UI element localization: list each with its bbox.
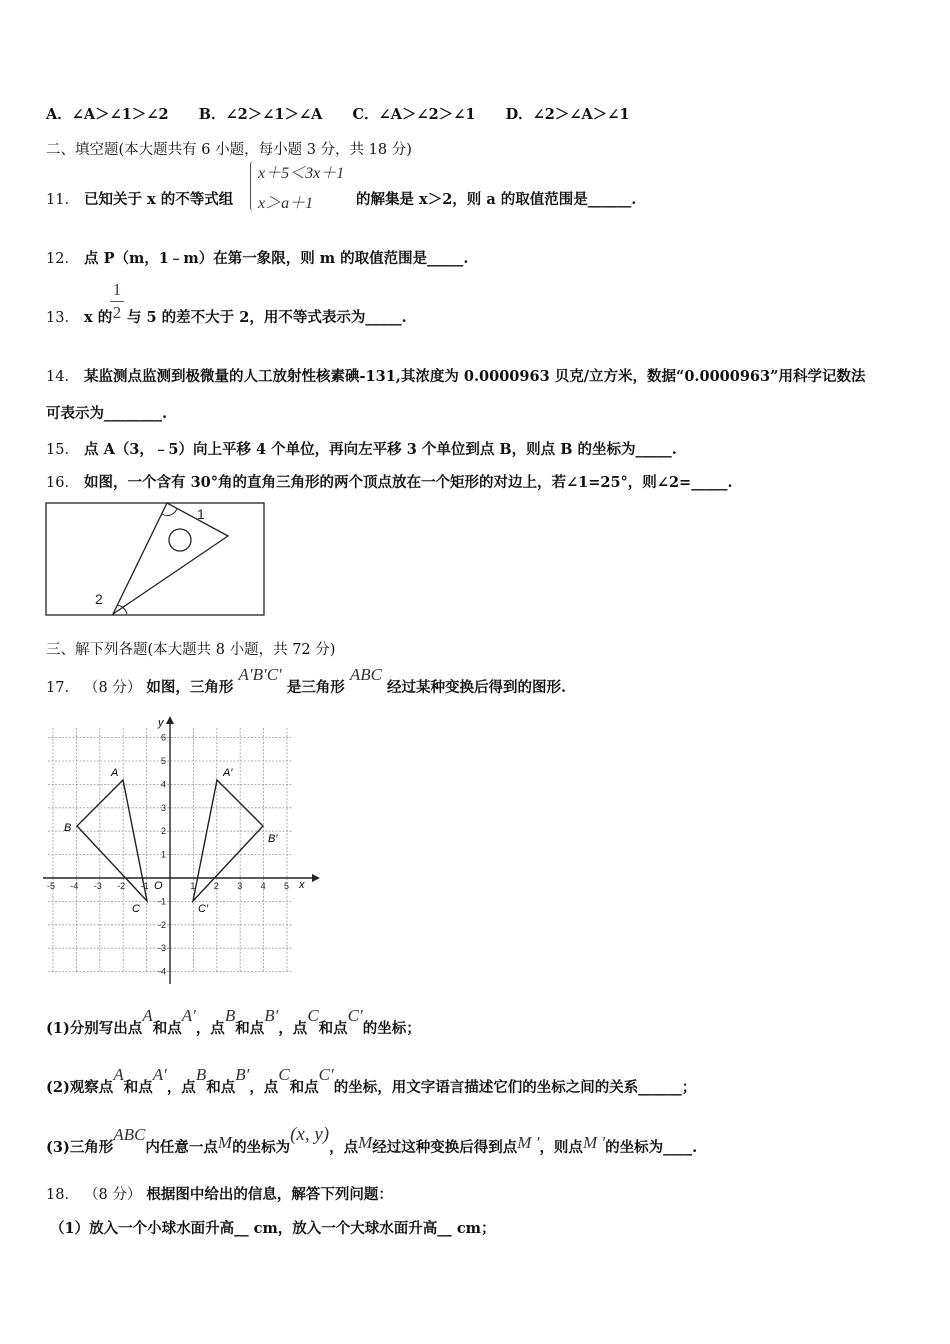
q13-number: 13． bbox=[46, 310, 79, 326]
q17-p3-text5: 经过这种变换后得到点 bbox=[372, 1139, 518, 1156]
q17-p2-point-a-prime: A′ bbox=[152, 1065, 167, 1084]
y-axis-arrow bbox=[166, 716, 174, 724]
q17-p2-text3: ，点 bbox=[166, 1079, 196, 1096]
q16-figure bbox=[45, 500, 267, 618]
x-tick-label: 1 bbox=[190, 881, 196, 891]
x-tick-label: -2 bbox=[117, 881, 126, 891]
y-tick-label: -3 bbox=[158, 943, 167, 954]
q13-text-before: x 的 bbox=[84, 309, 113, 326]
q17-p1-text2: 和点 bbox=[152, 1020, 182, 1037]
q17-p3-point-m2: M bbox=[358, 1133, 373, 1152]
x-tick-label: -5 bbox=[47, 881, 56, 891]
q17-p1-point-b-prime: B′ bbox=[264, 1006, 279, 1025]
q17-p3-coordinates: (x, y) bbox=[290, 1124, 330, 1145]
q18-sub1: （1）放入一个小球水面升高__ cm，放入一个大球水面升高__ cm； bbox=[50, 1220, 496, 1237]
q11-text-after: 的解集是 x＞2，则 a 的取值范围是______. bbox=[356, 191, 637, 208]
q17-p3-text6: ，则点 bbox=[539, 1139, 583, 1156]
q17-p3-point-m-prime2: M ′ bbox=[582, 1133, 606, 1152]
q17-p1-point-c-prime: C′ bbox=[347, 1006, 363, 1025]
label-b-prime: B′ bbox=[268, 833, 278, 845]
q13-text-after: 与 5 的差不大于 2，用不等式表示为_____. bbox=[127, 309, 407, 326]
q12-number: 12． bbox=[46, 251, 79, 267]
q17-text-c: 经过某种变换后得到的图形. bbox=[387, 679, 567, 696]
q10-option-a: A．∠A＞∠1＞∠2 bbox=[46, 106, 169, 123]
q11-inequality-2: x＞a＋1 bbox=[258, 195, 314, 212]
label-a: A bbox=[111, 767, 119, 779]
x-axis-label: x bbox=[299, 879, 305, 891]
q10-option-c: C．∠A＞∠2＞∠1 bbox=[352, 106, 476, 123]
q17-p3-text7: 的坐标为____. bbox=[605, 1139, 698, 1156]
q17-p1-text4: 和点 bbox=[235, 1020, 265, 1037]
y-tick-label: 4 bbox=[161, 779, 167, 790]
q17-p1-text7: 的坐标； bbox=[362, 1020, 421, 1037]
q16-text: 如图，一个含有 30°角的直角三角形的两个顶点放在一个矩形的对边上，若∠1=25°，则∠2=_____. bbox=[84, 474, 733, 491]
q14 bbox=[46, 365, 865, 386]
q10-option-b: B．∠2＞∠1＞∠A bbox=[198, 106, 323, 123]
q17-p3-text3: 的坐标为 bbox=[232, 1139, 291, 1156]
x-tick-label: 4 bbox=[260, 881, 266, 891]
q13-fraction bbox=[110, 280, 124, 323]
label-a-prime: A′ bbox=[223, 767, 233, 779]
q17-math-triangle-prime: A′B′C′ bbox=[238, 665, 282, 684]
q15-number: 15． bbox=[46, 442, 79, 458]
q17-p2-text4: 和点 bbox=[206, 1079, 236, 1096]
q17-p2-point-b: B bbox=[195, 1065, 207, 1084]
q17-text-a: 如图，三角形 bbox=[146, 679, 234, 696]
q10-options bbox=[46, 103, 630, 124]
q18-text: 根据图中给出的信息，解答下列问题： bbox=[146, 1186, 393, 1203]
q18 bbox=[46, 1183, 393, 1204]
q13 bbox=[46, 306, 112, 327]
q15-text: 点 A（3，﹣5）向上平移 4 个单位，再向左平移 3 个单位到点 B，则点 B 的坐标为_____. bbox=[84, 441, 677, 458]
y-tick-label: 2 bbox=[161, 826, 167, 837]
q17-part2 bbox=[46, 1065, 697, 1097]
q17-p2-point-b-prime: B′ bbox=[235, 1065, 250, 1084]
q11 bbox=[46, 188, 233, 209]
label-angle-2: 2 bbox=[95, 591, 103, 607]
q11-system-brace bbox=[250, 161, 257, 211]
y-tick-label: 5 bbox=[161, 756, 167, 766]
x-tick-label: -3 bbox=[93, 881, 102, 891]
x-tick-label: 5 bbox=[284, 881, 290, 891]
q17-p3-triangle: ABC bbox=[113, 1125, 146, 1144]
q16-number: 16． bbox=[46, 475, 79, 491]
x-tick-label: 3 bbox=[237, 881, 243, 891]
q15 bbox=[46, 438, 677, 459]
label-c-prime: C′ bbox=[198, 903, 209, 915]
q17-p1-text3: ，点 bbox=[195, 1020, 225, 1037]
q10-option-d: D．∠2＞∠A＞∠1 bbox=[505, 106, 630, 123]
q17-p1-point-a: A bbox=[142, 1006, 153, 1025]
triangle bbox=[113, 503, 228, 614]
q17-p1-text5: ，点 bbox=[278, 1020, 308, 1037]
q17-p1-point-b: B bbox=[224, 1006, 236, 1025]
q13-fraction-denominator: 2 bbox=[112, 303, 122, 322]
q13-fraction-numerator: 1 bbox=[112, 280, 122, 299]
y-tick-label: 3 bbox=[161, 802, 167, 813]
section2-title: 二、填空题(本大题共有 6 小题，每小题 3 分，共 18 分) bbox=[46, 142, 412, 158]
q17-coordinate-graph bbox=[40, 712, 330, 987]
q17-p1-text1: (1)分别写出点 bbox=[46, 1020, 143, 1037]
q17-p2-text1: (2)观察点 bbox=[46, 1079, 114, 1096]
q17-p2-text6: 和点 bbox=[289, 1079, 319, 1096]
y-tick-label: 1 bbox=[161, 849, 167, 860]
q17-part1 bbox=[46, 1006, 421, 1038]
triangle-hole bbox=[169, 529, 191, 551]
q17-p2-text7: 的坐标，用文字语言描述它们的坐标之间的关系______； bbox=[333, 1079, 697, 1096]
q11-text-before: 已知关于 x 的不等式组 bbox=[84, 191, 234, 208]
x-axis-arrow bbox=[312, 874, 320, 882]
q17-p2-point-c-prime: C′ bbox=[318, 1065, 334, 1084]
q17-p3-point-m-prime: M ′ bbox=[517, 1133, 540, 1152]
q14-text-line2: 可表示为________. bbox=[46, 405, 168, 422]
x-tick-label: -4 bbox=[70, 881, 79, 891]
label-angle-1: 1 bbox=[197, 506, 205, 522]
q11-inequality-1: x＋5＜3x＋1 bbox=[258, 165, 345, 182]
q11-number: 11． bbox=[46, 192, 79, 208]
q17-text-b: 是三角形 bbox=[286, 679, 345, 696]
q17 bbox=[46, 665, 567, 697]
label-c: C bbox=[132, 903, 140, 915]
q17-p2-point-a: A bbox=[113, 1065, 124, 1084]
q17-p3-point-m: M bbox=[217, 1133, 233, 1152]
q14-text-line1: 某监测点监测到极微量的人工放射性核素碘-131,其浓度为 0.0000963 贝克/立方米，数据“0.0000963”用科学记数法 bbox=[84, 368, 866, 385]
y-tick-label: -2 bbox=[158, 919, 167, 930]
q17-p2-text5: ，点 bbox=[249, 1079, 279, 1096]
section3-title: 三、解下列各题(本大题共 8 小题，共 72 分) bbox=[46, 642, 336, 658]
q17-p3-text2: 内任意一点 bbox=[145, 1139, 218, 1156]
q18-score: （8 分） bbox=[84, 1187, 142, 1203]
q18-number: 18． bbox=[46, 1187, 79, 1203]
label-b: B bbox=[64, 822, 72, 834]
q12 bbox=[46, 247, 468, 268]
q17-p2-point-c: C bbox=[278, 1065, 290, 1084]
q17-math-triangle: ABC bbox=[349, 665, 382, 684]
q17-part3 bbox=[46, 1124, 698, 1158]
q14-number: 14． bbox=[46, 369, 79, 385]
y-tick-label: 6 bbox=[161, 732, 167, 743]
triangle-abc-prime bbox=[193, 780, 263, 901]
y-tick-label: -1 bbox=[158, 896, 167, 907]
triangle-abc bbox=[77, 780, 147, 901]
q17-number: 17． bbox=[46, 680, 79, 696]
q17-score: （8 分） bbox=[84, 680, 142, 696]
q17-p1-text6: 和点 bbox=[318, 1020, 348, 1037]
q12-text: 点 P（m，1﹣m）在第一象限，则 m 的取值范围是_____. bbox=[84, 250, 469, 267]
q17-p3-text4: ，点 bbox=[329, 1139, 359, 1156]
q17-p1-point-a-prime: A′ bbox=[181, 1006, 196, 1025]
rectangle bbox=[46, 503, 264, 615]
y-axis-label: y bbox=[158, 717, 164, 729]
x-tick-label: 2 bbox=[213, 881, 219, 891]
q17-p2-text2: 和点 bbox=[123, 1079, 153, 1096]
x-tick-label: -1 bbox=[140, 881, 149, 891]
origin-label: O bbox=[154, 880, 163, 892]
q17-p1-point-c: C bbox=[307, 1006, 319, 1025]
y-tick-label: -4 bbox=[158, 966, 167, 977]
q16 bbox=[46, 471, 733, 492]
q17-p3-text1: (3)三角形 bbox=[46, 1139, 114, 1156]
